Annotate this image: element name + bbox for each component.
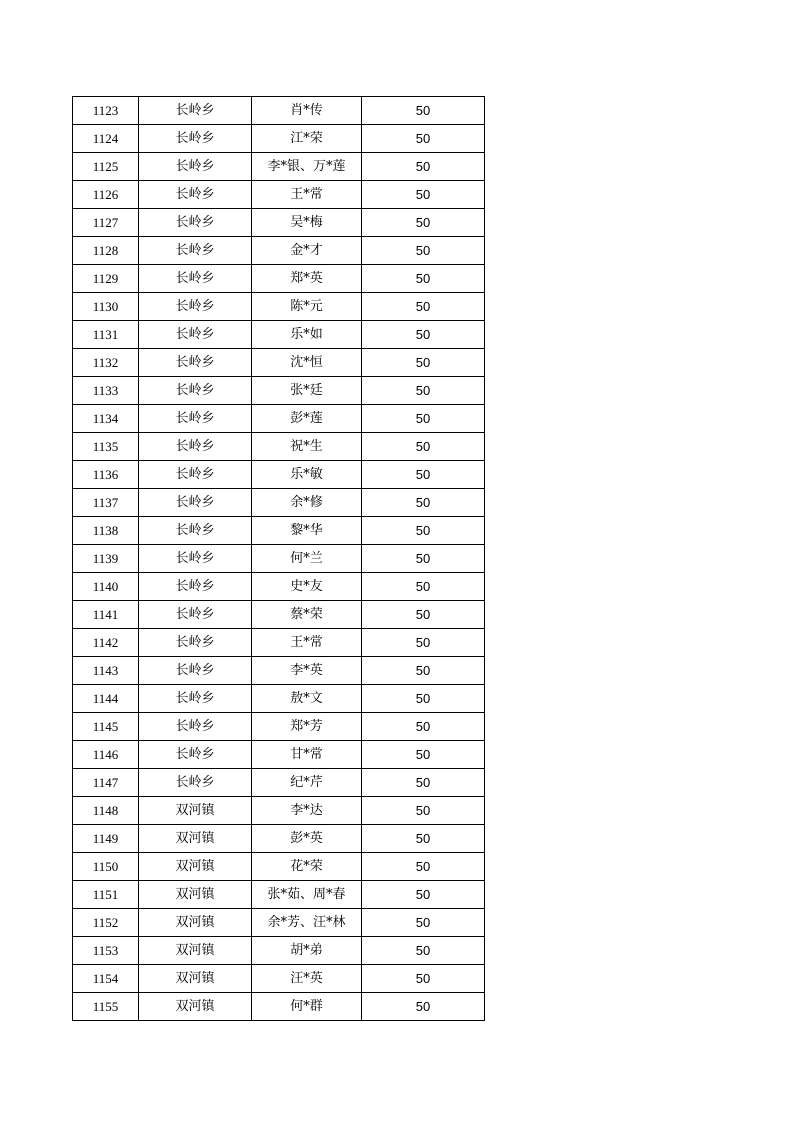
cell-amount: 50 [362,825,485,853]
cell-township: 双河镇 [139,881,252,909]
cell-name: 王*常 [252,181,362,209]
cell-name: 李*银、万*莲 [252,153,362,181]
cell-name: 余*芳、汪*林 [252,909,362,937]
cell-township: 长岭乡 [139,153,252,181]
cell-number: 1140 [73,573,139,601]
table-row [73,209,485,237]
cell-name: 蔡*荣 [252,601,362,629]
cell-number: 1132 [73,349,139,377]
table-row [73,377,485,405]
cell-amount: 50 [362,993,485,1021]
cell-number: 1127 [73,209,139,237]
cell-amount: 50 [362,657,485,685]
cell-name: 彭*英 [252,825,362,853]
cell-amount: 50 [362,517,485,545]
cell-number: 1144 [73,685,139,713]
table-row [73,629,485,657]
cell-township: 长岭乡 [139,405,252,433]
cell-number: 1134 [73,405,139,433]
cell-number: 1126 [73,181,139,209]
cell-name: 郑*芳 [252,713,362,741]
cell-name: 乐*敏 [252,461,362,489]
cell-amount: 50 [362,769,485,797]
data-table [72,96,485,1021]
table-row [73,825,485,853]
table-row [73,601,485,629]
cell-number: 1154 [73,965,139,993]
table-row [73,713,485,741]
cell-township: 长岭乡 [139,517,252,545]
table-row [73,293,485,321]
cell-amount: 50 [362,125,485,153]
cell-number: 1135 [73,433,139,461]
cell-number: 1151 [73,881,139,909]
cell-number: 1147 [73,769,139,797]
cell-township: 长岭乡 [139,209,252,237]
table-row [73,405,485,433]
cell-name: 江*荣 [252,125,362,153]
cell-amount: 50 [362,265,485,293]
cell-amount: 50 [362,965,485,993]
cell-name: 郑*英 [252,265,362,293]
cell-township: 长岭乡 [139,657,252,685]
cell-name: 彭*莲 [252,405,362,433]
cell-township: 双河镇 [139,909,252,937]
cell-amount: 50 [362,741,485,769]
cell-amount: 50 [362,797,485,825]
table-row [73,797,485,825]
cell-amount: 50 [362,853,485,881]
cell-number: 1123 [73,97,139,125]
table-row [73,853,485,881]
cell-name: 吴*梅 [252,209,362,237]
cell-township: 长岭乡 [139,545,252,573]
cell-name: 胡*弟 [252,937,362,965]
cell-number: 1125 [73,153,139,181]
cell-township: 双河镇 [139,993,252,1021]
cell-number: 1139 [73,545,139,573]
table-row [73,321,485,349]
cell-name: 乐*如 [252,321,362,349]
cell-number: 1149 [73,825,139,853]
table-row [73,937,485,965]
cell-number: 1150 [73,853,139,881]
cell-name: 李*达 [252,797,362,825]
cell-amount: 50 [362,349,485,377]
cell-number: 1142 [73,629,139,657]
cell-name: 汪*英 [252,965,362,993]
cell-name: 李*英 [252,657,362,685]
cell-township: 长岭乡 [139,769,252,797]
cell-name: 余*修 [252,489,362,517]
cell-name: 张*茹、周*春 [252,881,362,909]
table-row [73,489,485,517]
cell-amount: 50 [362,377,485,405]
cell-township: 长岭乡 [139,433,252,461]
cell-name: 何*兰 [252,545,362,573]
cell-number: 1137 [73,489,139,517]
cell-township: 长岭乡 [139,713,252,741]
cell-township: 长岭乡 [139,685,252,713]
cell-township: 长岭乡 [139,629,252,657]
cell-amount: 50 [362,685,485,713]
cell-name: 纪*芹 [252,769,362,797]
cell-number: 1145 [73,713,139,741]
cell-township: 长岭乡 [139,97,252,125]
cell-name: 史*友 [252,573,362,601]
cell-township: 双河镇 [139,797,252,825]
cell-township: 长岭乡 [139,293,252,321]
table-row [73,97,485,125]
table-row [73,741,485,769]
table-row [73,265,485,293]
cell-township: 长岭乡 [139,265,252,293]
cell-number: 1136 [73,461,139,489]
cell-township: 长岭乡 [139,601,252,629]
cell-name: 金*才 [252,237,362,265]
table-row [73,573,485,601]
table-row [73,181,485,209]
cell-township: 长岭乡 [139,741,252,769]
cell-amount: 50 [362,601,485,629]
table-row [73,153,485,181]
cell-township: 双河镇 [139,965,252,993]
cell-number: 1152 [73,909,139,937]
cell-amount: 50 [362,433,485,461]
cell-amount: 50 [362,937,485,965]
cell-amount: 50 [362,153,485,181]
cell-name: 何*群 [252,993,362,1021]
cell-number: 1148 [73,797,139,825]
cell-amount: 50 [362,405,485,433]
cell-township: 双河镇 [139,853,252,881]
cell-name: 肖*传 [252,97,362,125]
cell-amount: 50 [362,713,485,741]
cell-township: 长岭乡 [139,125,252,153]
table-row [73,349,485,377]
cell-amount: 50 [362,97,485,125]
cell-township: 长岭乡 [139,489,252,517]
cell-number: 1146 [73,741,139,769]
table-row [73,881,485,909]
cell-name: 王*常 [252,629,362,657]
cell-township: 长岭乡 [139,461,252,489]
cell-township: 长岭乡 [139,573,252,601]
table-row [73,517,485,545]
table-row [73,461,485,489]
cell-name: 陈*元 [252,293,362,321]
table-row [73,125,485,153]
cell-number: 1133 [73,377,139,405]
table-row [73,769,485,797]
table-row [73,545,485,573]
cell-number: 1130 [73,293,139,321]
cell-township: 双河镇 [139,937,252,965]
cell-amount: 50 [362,237,485,265]
cell-township: 双河镇 [139,825,252,853]
cell-amount: 50 [362,881,485,909]
cell-amount: 50 [362,293,485,321]
cell-name: 甘*常 [252,741,362,769]
cell-number: 1153 [73,937,139,965]
table-row [73,657,485,685]
cell-number: 1131 [73,321,139,349]
cell-name: 沈*恒 [252,349,362,377]
cell-amount: 50 [362,573,485,601]
table-row [73,237,485,265]
table-row [73,685,485,713]
table-row [73,965,485,993]
cell-number: 1129 [73,265,139,293]
cell-amount: 50 [362,545,485,573]
cell-name: 祝*生 [252,433,362,461]
cell-name: 张*廷 [252,377,362,405]
cell-name: 花*荣 [252,853,362,881]
cell-township: 长岭乡 [139,321,252,349]
cell-number: 1124 [73,125,139,153]
cell-amount: 50 [362,181,485,209]
cell-name: 敖*文 [252,685,362,713]
table-body [73,97,485,1021]
cell-amount: 50 [362,209,485,237]
cell-township: 长岭乡 [139,181,252,209]
cell-number: 1138 [73,517,139,545]
cell-amount: 50 [362,489,485,517]
cell-amount: 50 [362,461,485,489]
cell-township: 长岭乡 [139,377,252,405]
cell-number: 1141 [73,601,139,629]
table-row [73,993,485,1021]
table-row [73,909,485,937]
cell-number: 1128 [73,237,139,265]
cell-township: 长岭乡 [139,237,252,265]
cell-name: 黎*华 [252,517,362,545]
table-row [73,433,485,461]
cell-amount: 50 [362,629,485,657]
cell-amount: 50 [362,321,485,349]
cell-amount: 50 [362,909,485,937]
cell-township: 长岭乡 [139,349,252,377]
cell-number: 1143 [73,657,139,685]
cell-number: 1155 [73,993,139,1021]
